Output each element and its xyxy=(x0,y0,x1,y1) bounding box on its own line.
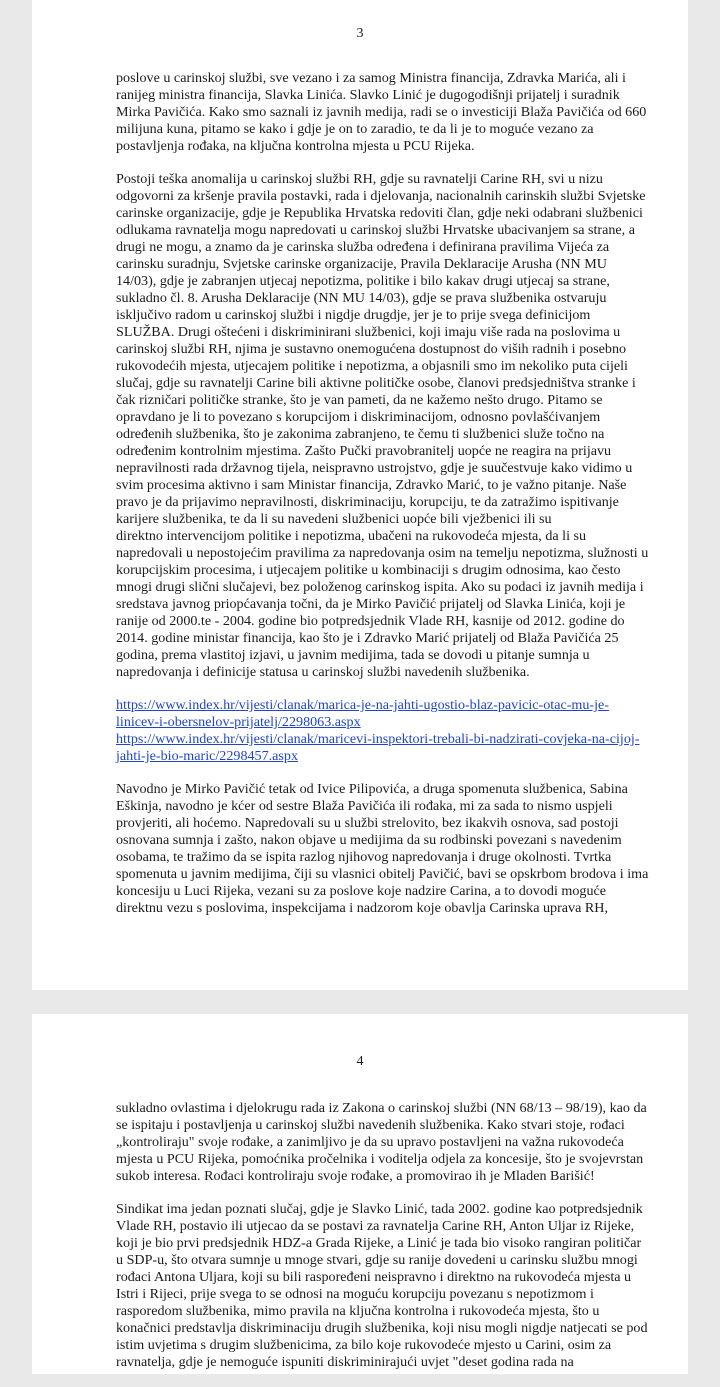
text-line: opravdano je li to povezano s korupcijom i diskriminacijom, odnosno povlašćivanjem xyxy=(116,409,601,425)
reference-links xyxy=(116,697,666,765)
text-line: mjesta u PCU Rijeka, pomoćnika pročelnika i voditelja odjela za koncesije, što je svojevrstan xyxy=(116,1151,644,1167)
text-line: 14/03), gdje je zabranjen utjecaj nepotizma, politike i bilo kakav drugi utjecaj sa strane, xyxy=(116,273,610,289)
document-page-3 xyxy=(32,0,688,990)
text-line: sukladno ovlastima i djelokrugu rada iz Zakona o carinskoj službi (NN 68/13 – 98/19), kao da xyxy=(116,1100,647,1116)
text-line: svim procesima aktivno i sam Ministar financija, Zdravko Marić, to je važno pitanje. Naše xyxy=(116,477,627,493)
text-line: carinske organizacije, gdje je Republika Hrvatska redoviti član, gdje neki odabrani službenici xyxy=(116,205,643,221)
text-line: rukovodećih mjesta, utjecajem politike i nepotizma, a objasnili smo im nekoliko puta cijeli xyxy=(116,358,628,374)
text-line: ranije od 2000.te - 2004. godine bio potpredsjednik Vlade RH, kasnije od 2012. godine do xyxy=(116,613,625,629)
text-line: sukladno čl. 8. Arusha Deklaracije (NN MU 14/03), gdje se prava službenika ostvaruju xyxy=(116,290,607,306)
text-line: Navodno je Mirko Pavičić tetak od Ivice Pilipovića, a druga spomenuta službenica, Sabina xyxy=(116,781,628,797)
text-line: carinskoj službi RH, njima je sustavno onemogućena dostupnost do viših radnih i posebno xyxy=(116,341,627,357)
text-line: čak rizničari političke stranke, što je van pameti, da ne kažemo nešto drugo. Pitamo se xyxy=(116,392,603,408)
text-line: provjeriti, ali hoćemo. Napredovali su u službi strelovito, bez ikakvih osnova, sad postoji xyxy=(116,815,619,831)
text-line: sukob interesa. Rođaci kontroliraju svoje rođake, a promovirao ih je Mladen Barišić! xyxy=(116,1168,595,1184)
text-line: odgovorni za kršenje pravila postavki, rada i djelovanja, nacionalnih carinskih službi Svjetske xyxy=(116,188,646,204)
text-line: istim uvjetima s drugim službenicima, za bilo koje rukovodeće mjesto u Carini, osim za xyxy=(116,1337,612,1353)
text-line: nepravilnosti rada državnog tijela, neispravno ustrojstvo, gdje je suučestvuje kako vidimo u xyxy=(116,460,633,476)
text-line: osnovana sumnja i zašto, nakon objave u medijima da su rodbinski povezani s navedenim xyxy=(116,832,622,848)
text-line: drugi ne mogu, a znamo da je carinska služba određena i definirana pravilima Vijeća za xyxy=(116,239,610,255)
paragraph xyxy=(116,1100,666,1185)
text-line: postavljenja rođaka, na ključna kontrolna mjesta u PCU Rijeka. xyxy=(116,138,475,154)
text-line: osobama, te tražimo da se ispita razlog njihovog napredovanja i druge okolnosti. Tvrtka xyxy=(116,849,612,865)
text-line: rođaci Antona Uljara, koji su bili raspoređeni neispravno i direktno na rukovodeća mjesta u xyxy=(116,1269,632,1285)
text-line: ranijeg ministra financija, Slavka Linića. Slavko Linić je dugogodišnji prijatelj i suradnik xyxy=(116,87,620,103)
reference-link[interactable]: jahti-je-bio-maric/2298457.aspx xyxy=(116,748,298,764)
text-line: korupcijskim procesima, i utjecajem politike u kombinaciji s drugim odnosima, kao često xyxy=(116,562,621,578)
text-line: carinsku suradnju, Svjetske carinske organizacije, Pravila Deklaracije Arusha (NN MU xyxy=(116,256,607,272)
page-number: 3 xyxy=(356,26,364,41)
text-line: „kontroliraju" svoje rođake, a zanimljivo je da su upravo postavljeni na važna rukovodeća xyxy=(116,1134,624,1150)
text-line: karijere službenika, te da li su navedeni službenici uopće bili vježbenici ili su xyxy=(116,511,552,527)
text-line: Eškinja, navodno je kćer od sestre Blaža Pavičića ili rođaka, mi za sada to nismo uspjeli xyxy=(116,798,613,814)
paragraph xyxy=(116,171,666,681)
text-line: poslove u carinskoj službi, sve vezano i za samog Ministra financija, Zdravka Marića, ali i xyxy=(116,70,626,86)
text-line: napredovanja i definicije statusa u carinskoj službi navedenih službenika. xyxy=(116,664,530,680)
text-line: koji je bio prvi predsjednik HDZ-a Grada Rijeke, a Linić je tada bio visoko rangiran političar xyxy=(116,1235,642,1251)
text-line: odlukama ravnatelja mogu napredovati u carinskoj službi Hrvatske ubacivanjem sa strane, a xyxy=(116,222,635,238)
text-line: Mirka Pavičića. Kako smo saznali iz javnih medija, radi se o investiciji Blaža Pavičića od 660 xyxy=(116,104,647,120)
text-line: direktno intervencijom politike i nepotizma, ubačeni na rukovodeća mjesta, da li su xyxy=(116,528,587,544)
text-line: Vlade RH, postavio ili utjecao da se postavi za ravnatelja Carine RH, Anton Uljar iz Rijeke, xyxy=(116,1218,635,1234)
text-line: slučaj, gdje su ravnatelji Carine bili aktivne političke osobe, članovi predsjedništva stranke i xyxy=(116,375,636,391)
paragraph xyxy=(116,70,666,155)
text-line: pravo je da prijavimo nepravilnosti, diskriminaciju, korupciju, te da zatražimo ispitivanje xyxy=(116,494,619,510)
paragraph xyxy=(116,1201,666,1371)
text-line: Postoji teška anomalija u carinskoj službi RH, gdje su ravnatelji Carine RH, svi u nizu xyxy=(116,171,603,187)
text-line: se ispitaju i postavljenja u carinskoj službi navedenih službenika. Kako stvari stoje, rođaci xyxy=(116,1117,625,1133)
text-line: određenim kontrolnim mjestima. Zašto Pučki pravobranitelj uopće ne reagira na prijavu xyxy=(116,443,612,459)
text-line: spomenuta u javnim medijima, čiji su vlasnici obitelj Pavičić, bavi se opskrbom brodova i ima xyxy=(116,866,649,882)
text-line: SLUŽBA. Drugi oštećeni i diskriminirani službenici, koji imaju više rada na poslovima u xyxy=(116,324,621,340)
text-line: mnogi drugi slični slučajevi, bez položenog carinskog ispita. Ako su podaci iz javnih medija i xyxy=(116,579,644,595)
reference-link[interactable]: https://www.index.hr/vijesti/clanak/marica-je-na-jahti-ugostio-blaz-pavicic-otac-mu-je- xyxy=(116,697,609,713)
text-line: ravnatelja, gdje je nemoguće ispuniti diskriminirajući uvjet "deset godina rada na xyxy=(116,1354,574,1370)
reference-link[interactable]: https://www.index.hr/vijesti/clanak/maricevi-inspektori-trebali-bi-nadzirati-covjeka-na-cijoj- xyxy=(116,731,640,747)
text-line: godina, prema vlastitoj izjavi, u javnim medijima, tada se dovodi u pitanje sumnja u xyxy=(116,647,590,663)
text-line: 2014. godine ministar financija, kao što je i Zdravko Marić prijatelj od Blaža Pavičića 25 xyxy=(116,630,619,646)
text-line: direktnu vezu s poslovima, inspekcijama i nadzorom koje obavlja Carinska uprava RH, xyxy=(116,900,608,916)
text-line: napredovali u nepostojećim pravilima za napredovanja osim na temelju nepotizma, služnosti u xyxy=(116,545,649,561)
text-line: sredstava javnog priopćavanja točni, da je Mirko Pavičić prijatelj od Slavka Linića, koji je xyxy=(116,596,626,612)
text-line: u SDP-u, što otvara sumnje u mnoge stvari, gdje su ranije dovedeni u carinsku službu mnogi xyxy=(116,1252,638,1268)
reference-link[interactable]: linicev-i-obersnelov-prijatelj/2298063.aspx xyxy=(116,714,361,730)
text-line: isključivo radom u carinskoj službi i nigdje drugdje, jer je to prije svega definicijom xyxy=(116,307,591,323)
paragraph xyxy=(116,781,666,917)
text-line: konačnici predstavlja diskriminaciju drugih službenika, koji nisu mogli nigdje natjecati se pod xyxy=(116,1320,648,1336)
page-body xyxy=(116,1100,666,1387)
text-line: rasporedom službenika, mimo pravila na ključna kontrolna i rukovodeća mjesta, što u xyxy=(116,1303,600,1319)
text-line: milijuna kuna, pitamo se kako i gdje je on to zaradio, te da li je to moguće vezano za xyxy=(116,121,594,137)
document-page-4 xyxy=(32,1014,688,1374)
text-line: Sindikat ima jedan poznati slučaj, gdje je Slavko Linić, tada 2002. godine kao potpredsjednik xyxy=(116,1201,643,1217)
text-line: određenih službenika, što je zakonima zabranjeno, te čemu ti službenici služe točno na xyxy=(116,426,605,442)
text-line: Istri i Rijeci, prije svega to se odnosi na moguću korupciju povezanu s nepotizmom i xyxy=(116,1286,594,1302)
page-number: 4 xyxy=(356,1054,364,1069)
page-body xyxy=(116,70,666,933)
text-line: koncesiju u Luci Rijeka, vezani su za poslove koje nadzire Carina, a to dovodi moguće xyxy=(116,883,606,899)
